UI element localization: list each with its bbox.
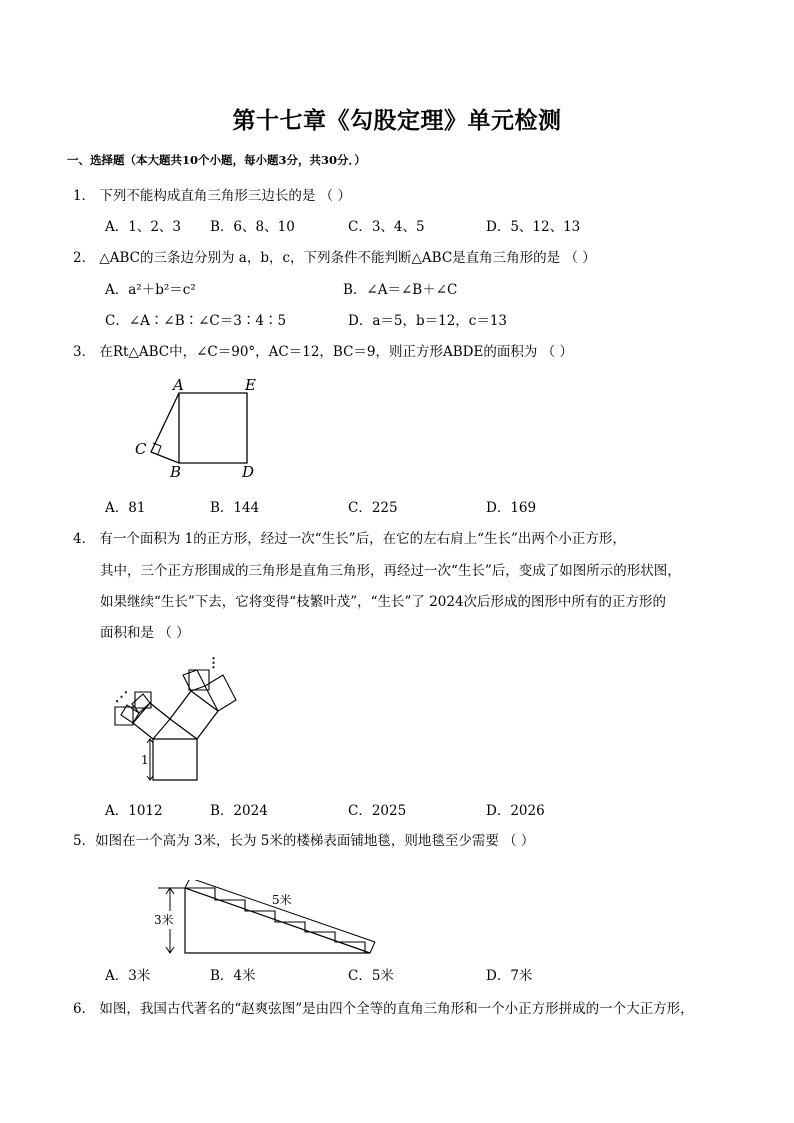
q3-label-c: C xyxy=(135,440,147,458)
q3-stem: 3． 在Rt△ABC中，∠C＝90°，AC＝12，BC＝9，则正方形ABDE的面积为 （ ） xyxy=(73,344,573,360)
q1-option-b: B．6、8、10 xyxy=(210,219,295,235)
q1-option-d: D．5、12、13 xyxy=(486,219,581,235)
q4-line-2: 其中，三个正方形围成的三角形是直角三角形，再经过一次“生长”后，变成了如图所示的形状图， xyxy=(100,563,681,579)
q2-option-d: D．a＝5，b＝12，c＝13 xyxy=(348,313,508,329)
q4-side-label: 1 xyxy=(141,753,149,767)
q4-line-3: 如果继续“生长”下去，它将变得“枝繁叶茂”，“生长”了 2024次后形成的图形中所有的正方形的 xyxy=(100,594,667,610)
section-heading: 一、选择题（本大题共10个小题，每小题3分，共30分．） xyxy=(67,153,366,167)
q3-label-e: E xyxy=(245,376,256,394)
q5-figure xyxy=(150,880,385,960)
q5-option-a: A．3米 xyxy=(105,968,151,984)
q4-line-1: 4． 有一个面积为 1的正方形，经过一次“生长”后，在它的左右肩上“生长”出两个小正方形， xyxy=(73,531,626,547)
q3-figure xyxy=(130,370,265,482)
q4-option-a: A．1012 xyxy=(105,803,163,819)
q2-option-c: C．∠A∶∠B∶∠C＝3∶4∶5 xyxy=(105,313,287,329)
q4-figure xyxy=(105,652,255,787)
q4-option-c: C．2025 xyxy=(348,803,407,819)
q1-stem: 1． 下列不能构成直角三角形三边长的是 （ ） xyxy=(73,188,351,204)
q1-option-a: A．1、2、3 xyxy=(105,219,182,235)
q4-dots-icon: ⋮ xyxy=(207,656,220,671)
q3-option-a: A．81 xyxy=(105,500,146,516)
q3-option-b: B．144 xyxy=(210,500,260,516)
q2-option-b: B．∠A＝∠B＋∠C xyxy=(343,282,458,298)
q3-label-b: B xyxy=(170,463,182,481)
q3-label-d: D xyxy=(242,463,255,481)
q5-height-label: 3米 xyxy=(154,913,174,927)
q4-line-4: 面积和是 （ ） xyxy=(100,625,190,641)
q2-stem: 2． △ABC的三条边分别为 a，b，c，下列条件不能判断△ABC是直角三角形的是 （ ） xyxy=(73,250,596,266)
q6-stem: 6． 如图，我国古代著名的“赵爽弦图”是由四个全等的直角三角形和一个小正方形拼成的一个大正方形， xyxy=(73,1001,694,1017)
q4-dots-diag-icon: ⋰ xyxy=(115,690,128,705)
q3-option-d: D．169 xyxy=(486,500,537,516)
page-title: 第十七章《勾股定理》单元检测 xyxy=(232,107,562,134)
q5-option-c: C．5米 xyxy=(348,968,394,984)
q3-option-c: C．225 xyxy=(348,500,398,516)
q2-option-a: A．a²＋b²＝c² xyxy=(105,282,196,298)
q5-option-b: B．4米 xyxy=(210,968,256,984)
q5-option-d: D．7米 xyxy=(486,968,533,984)
q3-label-a: A xyxy=(173,376,184,394)
q1-option-c: C．3、4、5 xyxy=(348,219,425,235)
q5-stem: 5．如图在一个高为 3米，长为 5米的楼梯表面铺地毯，则地毯至少需要 （ ） xyxy=(73,833,535,849)
q4-option-d: D．2026 xyxy=(486,803,545,819)
q5-length-label: 5米 xyxy=(272,893,292,907)
q4-option-b: B．2024 xyxy=(210,803,268,819)
